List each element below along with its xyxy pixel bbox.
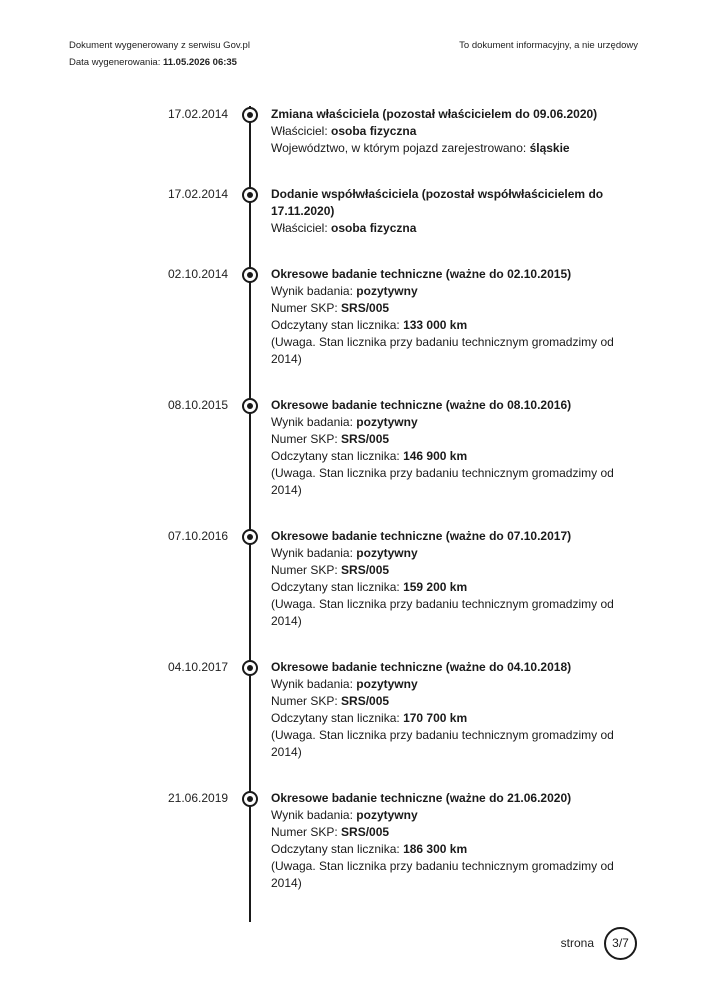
entry-date: 07.10.2016 (168, 529, 229, 543)
odometer-value: 170 700 km (403, 711, 468, 725)
region-value: śląskie (529, 141, 570, 155)
generation-date-value: 11.05.2026 06:35 (163, 57, 237, 68)
result-value: pozytywny (356, 808, 418, 822)
timeline-dot-icon (242, 791, 258, 807)
entry-content (271, 528, 616, 630)
entry-date: 21.06.2019 (168, 791, 229, 805)
skp-value: SRS/005 (341, 301, 390, 315)
odometer-note: (Uwaga. Stan licznika przy badaniu technicznym gromadzimy od 2014) (271, 728, 614, 759)
skp-label: Numer SKP: (271, 301, 338, 315)
timeline-dot-icon (242, 398, 258, 414)
entry-content (271, 790, 616, 892)
entry-title: Okresowe badanie techniczne (ważne do 02.10.2015) (271, 267, 572, 281)
odometer-label: Odczytany stan licznika: (271, 580, 400, 594)
entry-title: Okresowe badanie techniczne (ważne do 21.06.2020) (271, 791, 572, 805)
result-label: Wynik badania: (271, 808, 353, 822)
odometer-label: Odczytany stan licznika: (271, 842, 400, 856)
owner-value: osoba fizyczna (331, 124, 417, 138)
odometer-note: (Uwaga. Stan licznika przy badaniu technicznym gromadzimy od 2014) (271, 466, 614, 497)
odometer-line (271, 841, 616, 858)
entry-content (271, 186, 616, 237)
page-number: 3/7 (612, 936, 629, 950)
skp-number-line (271, 431, 616, 448)
odometer-value: 159 200 km (403, 580, 468, 594)
inspection-result-line (271, 545, 616, 562)
entry-title: Okresowe badanie techniczne (ważne do 04.10.2018) (271, 660, 572, 674)
entry-title: Zmiana właściciela (pozostał właścicielem do 09.06.2020) (271, 107, 598, 121)
entry-owner-line (271, 220, 616, 237)
odometer-value: 146 900 km (403, 449, 468, 463)
generation-date-line (69, 54, 250, 71)
timeline-dot-icon (242, 267, 258, 283)
skp-value: SRS/005 (341, 563, 390, 577)
document-header-left (69, 37, 250, 71)
entry-content (271, 659, 616, 761)
skp-label: Numer SKP: (271, 563, 338, 577)
source-text: Dokument wygenerowany z serwisu Gov.pl (69, 40, 250, 51)
skp-number-line (271, 300, 616, 317)
skp-label: Numer SKP: (271, 825, 338, 839)
entry-title: Dodanie współwłaściciela (pozostał współwłaścicielem do 17.11.2020) (271, 187, 604, 218)
result-label: Wynik badania: (271, 677, 353, 691)
odometer-label: Odczytany stan licznika: (271, 711, 400, 725)
entry-content (271, 266, 616, 368)
owner-label: Właściciel: (271, 124, 328, 138)
odometer-note: (Uwaga. Stan licznika przy badaniu technicznym gromadzimy od 2014) (271, 335, 614, 366)
odometer-value: 186 300 km (403, 842, 468, 856)
page-footer (561, 927, 637, 959)
inspection-result-line (271, 283, 616, 300)
entry-title: Okresowe badanie techniczne (ważne do 08.10.2016) (271, 398, 572, 412)
odometer-value: 133 000 km (403, 318, 468, 332)
skp-label: Numer SKP: (271, 432, 338, 446)
result-label: Wynik badania: (271, 415, 353, 429)
skp-value: SRS/005 (341, 825, 390, 839)
page-label: strona (560, 936, 594, 950)
generation-date-label: Data wygenerowania: (69, 57, 161, 68)
inspection-result-line (271, 676, 616, 693)
result-value: pozytywny (356, 677, 418, 691)
page-number-badge (604, 927, 637, 960)
odometer-line (271, 317, 616, 334)
inspection-result-line (271, 414, 616, 431)
odometer-line (271, 448, 616, 465)
skp-number-line (271, 824, 616, 841)
result-value: pozytywny (356, 284, 418, 298)
skp-label: Numer SKP: (271, 694, 338, 708)
odometer-label: Odczytany stan licznika: (271, 449, 400, 463)
odometer-line (271, 710, 616, 727)
owner-value: osoba fizyczna (331, 221, 417, 235)
result-value: pozytywny (356, 415, 418, 429)
entry-title: Okresowe badanie techniczne (ważne do 07.10.2017) (271, 529, 572, 543)
skp-value: SRS/005 (341, 432, 390, 446)
entry-date: 02.10.2014 (168, 267, 229, 281)
odometer-note: (Uwaga. Stan licznika przy badaniu technicznym gromadzimy od 2014) (271, 597, 614, 628)
result-value: pozytywny (356, 546, 418, 560)
owner-label: Właściciel: (271, 221, 328, 235)
odometer-line (271, 579, 616, 596)
timeline-dot-icon (242, 187, 258, 203)
entry-content (271, 106, 616, 157)
inspection-result-line (271, 807, 616, 824)
region-label: Województwo, w którym pojazd zarejestrowano: (271, 141, 527, 155)
disclaimer-text: To dokument informacyjny, a nie urzędowy (459, 40, 638, 51)
skp-value: SRS/005 (341, 694, 390, 708)
timeline-dot-icon (242, 529, 258, 545)
entry-date: 04.10.2017 (168, 660, 229, 674)
entry-date: 17.02.2014 (168, 107, 229, 121)
odometer-note: (Uwaga. Stan licznika przy badaniu technicznym gromadzimy od 2014) (271, 859, 614, 890)
entry-region-line (271, 140, 616, 157)
skp-number-line (271, 562, 616, 579)
entry-owner-line (271, 123, 616, 140)
entry-date: 17.02.2014 (168, 187, 229, 201)
entry-date: 08.10.2015 (168, 398, 229, 412)
odometer-label: Odczytany stan licznika: (271, 318, 400, 332)
entry-content (271, 397, 616, 499)
timeline-dot-icon (242, 107, 258, 123)
result-label: Wynik badania: (271, 546, 353, 560)
timeline-dot-icon (242, 660, 258, 676)
result-label: Wynik badania: (271, 284, 353, 298)
skp-number-line (271, 693, 616, 710)
